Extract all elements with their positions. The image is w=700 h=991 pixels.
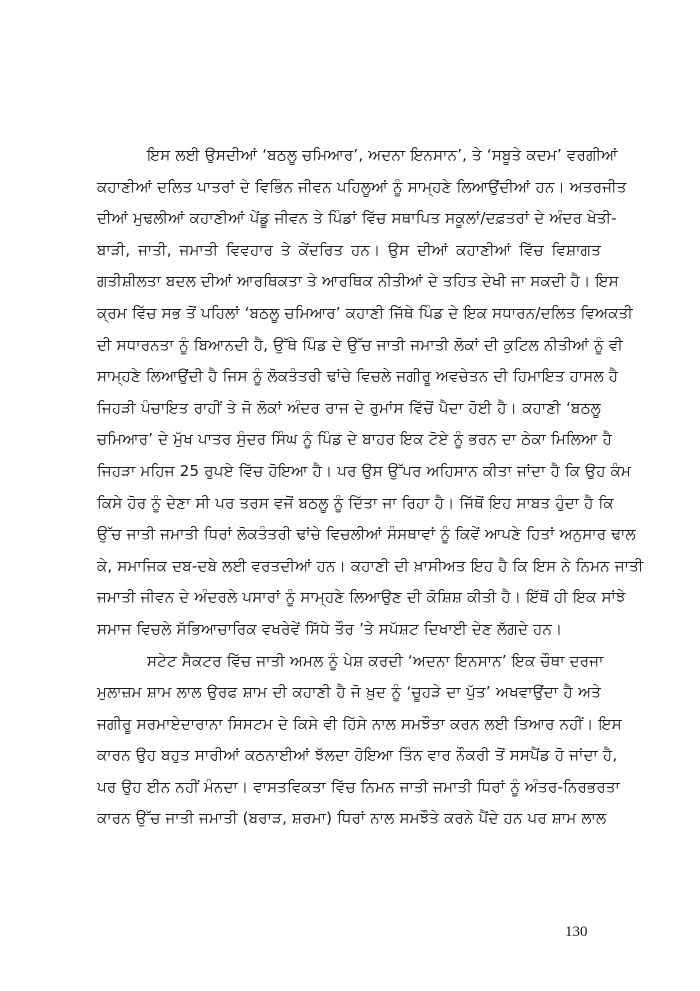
text-line: ਕਾਰਨ ਉੱਚ ਜਾਤੀ ਜਮਾਤੀ (ਬਰਾੜ, ਸ਼ਰਮਾ) ਧਿਰਾਂ ਨਾਲ ਸਮਝੌਤੇ ਕਰਨੇ ਪੈਂਦੇ ਹਨ ਪਰ ਸ਼ਾਮ ਲਾਲ	[97, 809, 607, 828]
text-line: ਉੱਚ ਜਾਤੀ ਜਮਾਤੀ ਧਿਰਾਂ ਲੋਕਤੰਤਰੀ ਢਾਂਚੇ ਵਿਚਲੀਆਂ ਸੰਸਥਾਵਾਂ ਨੂੰ ਕਿਵੇਂ ਆਪਣੇ ਹਿਤਾਂ ਅਨੁਸਾਰ ਢਾਲ	[97, 525, 636, 544]
text-line: ਪਰ ਉਹ ਈਨ ਨਹੀਂ ਮੰਨਦਾ। ਵਾਸਤਵਿਕਤਾ ਵਿੱਚ ਨਿਮਨ ਜਾਤੀ ਜਮਾਤੀ ਧਿਰਾਂ ਨੂੰ ਅੰਤਰ-ਨਿਰਭਰਤਾ	[97, 777, 620, 796]
paragraph-2	[97, 646, 622, 836]
text-line: ਸਟੇਟ ਸੈਕਟਰ ਵਿੱਚ ਜਾਤੀ ਅਮਲ ਨੂੰ ਪੇਸ਼ ਕਰਦੀ ‘ਅਦਨਾ ਇਨਸਾਨ’ ਇਕ ਚੌਥਾ ਦਰਜਾ	[147, 651, 604, 670]
text-line: ਇਸ ਲਈ ਉਸਦੀਆਂ ‘ਬਠਲੂ ਚਮਿਆਰ’, ਅਦਨਾ ਇਨਸਾਨ’, ਤੇ ‘ਸਬੂਤੇ ਕਦਮ’ ਵਰਗੀਆਂ	[147, 146, 618, 164]
text-line: ਸਮਾਜ ਵਿਚਲੇ ਸੱਭਿਆਚਾਰਿਕ ਵਖਰੇਵੇਂ ਸਿੱਧੇ ਤੌਰ ’ਤੇ ਸਪੱਸ਼ਟ ਦਿਖਾਈ ਦੇਣ ਲੱਗਦੇ ਹਨ।	[97, 619, 563, 638]
text-line: ਕਿਸੇ ਹੋਰ ਨੂੰ ਦੇਣਾ ਸੀ ਪਰ ਤਰਸ ਵਜੋਂ ਬਠਲੂ ਨੂੰ ਦਿੱਤਾ ਜਾ ਰਿਹਾ ਹੈ। ਜਿੱਥੋਂ ਇਹ ਸਾਬਤ ਹੁੰਦਾ ਹੈ ਕਿ	[97, 493, 614, 512]
text-line: ਜਗੀਰੂ ਸਰਮਾਏਦਾਰਾਨਾ ਸਿਸਟਮ ਦੇ ਕਿਸੇ ਵੀ ਹਿੱਸੇ ਨਾਲ ਸਮਝੌਤਾ ਕਰਨ ਲਈ ਤਿਆਰ ਨਹੀਂ। ਇਸ	[97, 714, 622, 733]
text-line: ਬਾੜੀ, ਜਾਤੀ, ਜਮਾਤੀ ਵਿਵਹਾਰ ਤੇ ਕੇਂਦਰਿਤ ਹਨ। ਉਸ ਦੀਆਂ ਕਹਾਣੀਆਂ ਵਿੱਚ ਵਿਸ਼ਾਗਤ	[97, 240, 601, 259]
text-line: ਜਿਹੜਾ ਮਹਿਜ 25 ਰੁਪਏ ਵਿੱਚ ਹੋਇਆ ਹੈ। ਪਰ ਉਸ ਉੱਪਰ ਅਹਿਸਾਨ ਕੀਤਾ ਜਾਂਦਾ ਹੈ ਕਿ ਉਹ ਕੰਮ	[97, 461, 632, 480]
text-line: ਕਾਰਨ ਉਹ ਬਹੁਤ ਸਾਰੀਆਂ ਕਠਨਾਈਆਂ ਝੱਲਦਾ ਹੋਇਆ ਤਿੰਨ ਵਾਰ ਨੌਕਰੀ ਤੋਂ ਸਸਪੈਂਡ ਹੋ ਜਾਂਦਾ ਹੈ,	[97, 746, 618, 765]
text-line: ਦੀ ਸਧਾਰਨਤਾ ਨੂੰ ਬਿਆਨਦੀ ਹੈ, ਉੱਥੇ ਪਿੰਡ ਦੇ ਉੱਚ ਜਾਤੀ ਜਮਾਤੀ ਲੋਕਾਂ ਦੀ ਕੁਟਿਲ ਨੀਤੀਆਂ ਨੂੰ ਵੀ	[97, 335, 623, 354]
text-line: ਜਮਾਤੀ ਜੀਵਨ ਦੇ ਅੰਦਰਲੇ ਪਸਾਰਾਂ ਨੂੰ ਸਾਮ੍ਹਣੇ ਲਿਆਉਣ ਦੀ ਕੋਸ਼ਿਸ਼ ਕੀਤੀ ਹੈ। ਇੱਥੋਂ ਹੀ ਇਕ ਸਾਂਝੇ	[97, 588, 626, 607]
document-page	[97, 140, 644, 835]
text-line: ਕੇ, ਸਮਾਜਿਕ ਦਬ-ਦਬੇ ਲਈ ਵਰਤਦੀਆਂ ਹਨ। ਕਹਾਣੀ ਦੀ ਖ਼ਾਸੀਅਤ ਇਹ ਹੈ ਕਿ ਇਸ ਨੇ ਨਿਮਨ ਜਾਤੀ	[97, 556, 644, 575]
text-line: ਦੀਆਂ ਮੁਢਲੀਆਂ ਕਹਾਣੀਆਂ ਪੇਂਡੂ ਜੀਵਨ ਤੇ ਪਿੰਡਾਂ ਵਿੱਚ ਸਥਾਪਿਤ ਸਕੂਲਾਂ/ਦਫ਼ਤਰਾਂ ਦੇ ਅੰਦਰ ਖੇਤੀ-	[97, 209, 617, 228]
paragraph-1	[97, 140, 644, 646]
page-number: 130	[565, 924, 588, 940]
text-line: ਕ੍ਰਮ ਵਿੱਚ ਸਭ ਤੋਂ ਪਹਿਲਾਂ ‘ਬਠਲੂ ਚਮਿਆਰ’ ਕਹਾਣੀ ਜਿੱਥੇ ਪਿੰਡ ਦੇ ਇਕ ਸਧਾਰਨ/ਦਲਿਤ ਵਿਅਕਤੀ	[97, 303, 633, 322]
text-line: ਕਹਾਣੀਆਂ ਦਲਿਤ ਪਾਤਰਾਂ ਦੇ ਵਿਭਿੰਨ ਜੀਵਨ ਪਹਿਲੂਆਂ ਨੂੰ ਸਾਮ੍ਹਣੇ ਲਿਆਉਂਦੀਆਂ ਹਨ। ਅਤਰਜੀਤ	[97, 177, 627, 196]
text-line: ਸਾਮ੍ਹਣੇ ਲਿਆਉਂਦੀ ਹੈ ਜਿਸ ਨੂੰ ਲੋਕਤੰਤਰੀ ਢਾਂਚੇ ਵਿਚਲੇ ਜਗੀਰੂ ਅਵਚੇਤਨ ਦੀ ਹਿਮਾਇਤ ਹਾਸਲ ਹੈ	[97, 367, 619, 386]
text-line: ਚਮਿਆਰ’ ਦੇ ਮੁੱਖ ਪਾਤਰ ਸੁੰਦਰ ਸਿੰਘ ਨੂੰ ਪਿੰਡ ਦੇ ਬਾਹਰ ਇਕ ਟੋਏ ਨੂੰ ਭਰਨ ਦਾ ਠੇਕਾ ਮਿਲਿਆ ਹੈ	[97, 430, 612, 449]
text-line: ਗਤੀਸ਼ੀਲਤਾ ਬਦਲ ਦੀਆਂ ਆਰਥਿਕਤਾ ਤੇ ਆਰਥਿਕ ਨੀਤੀਆਂ ਦੇ ਤਹਿਤ ਦੇਖੀ ਜਾ ਸਕਦੀ ਹੈ। ਇਸ	[97, 272, 619, 291]
text-line: ਜਿਹੜੀ ਪੰਚਾਇਤ ਰਾਹੀਂ ਤੇ ਜੋ ਲੋਕਾਂ ਅੰਦਰ ਰਾਜ ਦੇ ਰੁਮਾਂਸ ਵਿੱਚੋਂ ਪੈਦਾ ਹੋਈ ਹੈ। ਕਹਾਣੀ ‘ਬਠਲੂ	[97, 398, 601, 417]
text-line: ਮੁਲਾਜ਼ਮ ਸ਼ਾਮ ਲਾਲ ਉਰਫ ਸ਼ਾਮ ਦੀ ਕਹਾਣੀ ਹੈ ਜੋ ਖ਼ੁਦ ਨੂੰ ‘ਚੂਹੜੇ ਦਾ ਪੁੱਤ’ ਅਖਵਾਉਂਦਾ ਹੈ ਅਤੇ	[97, 683, 601, 702]
